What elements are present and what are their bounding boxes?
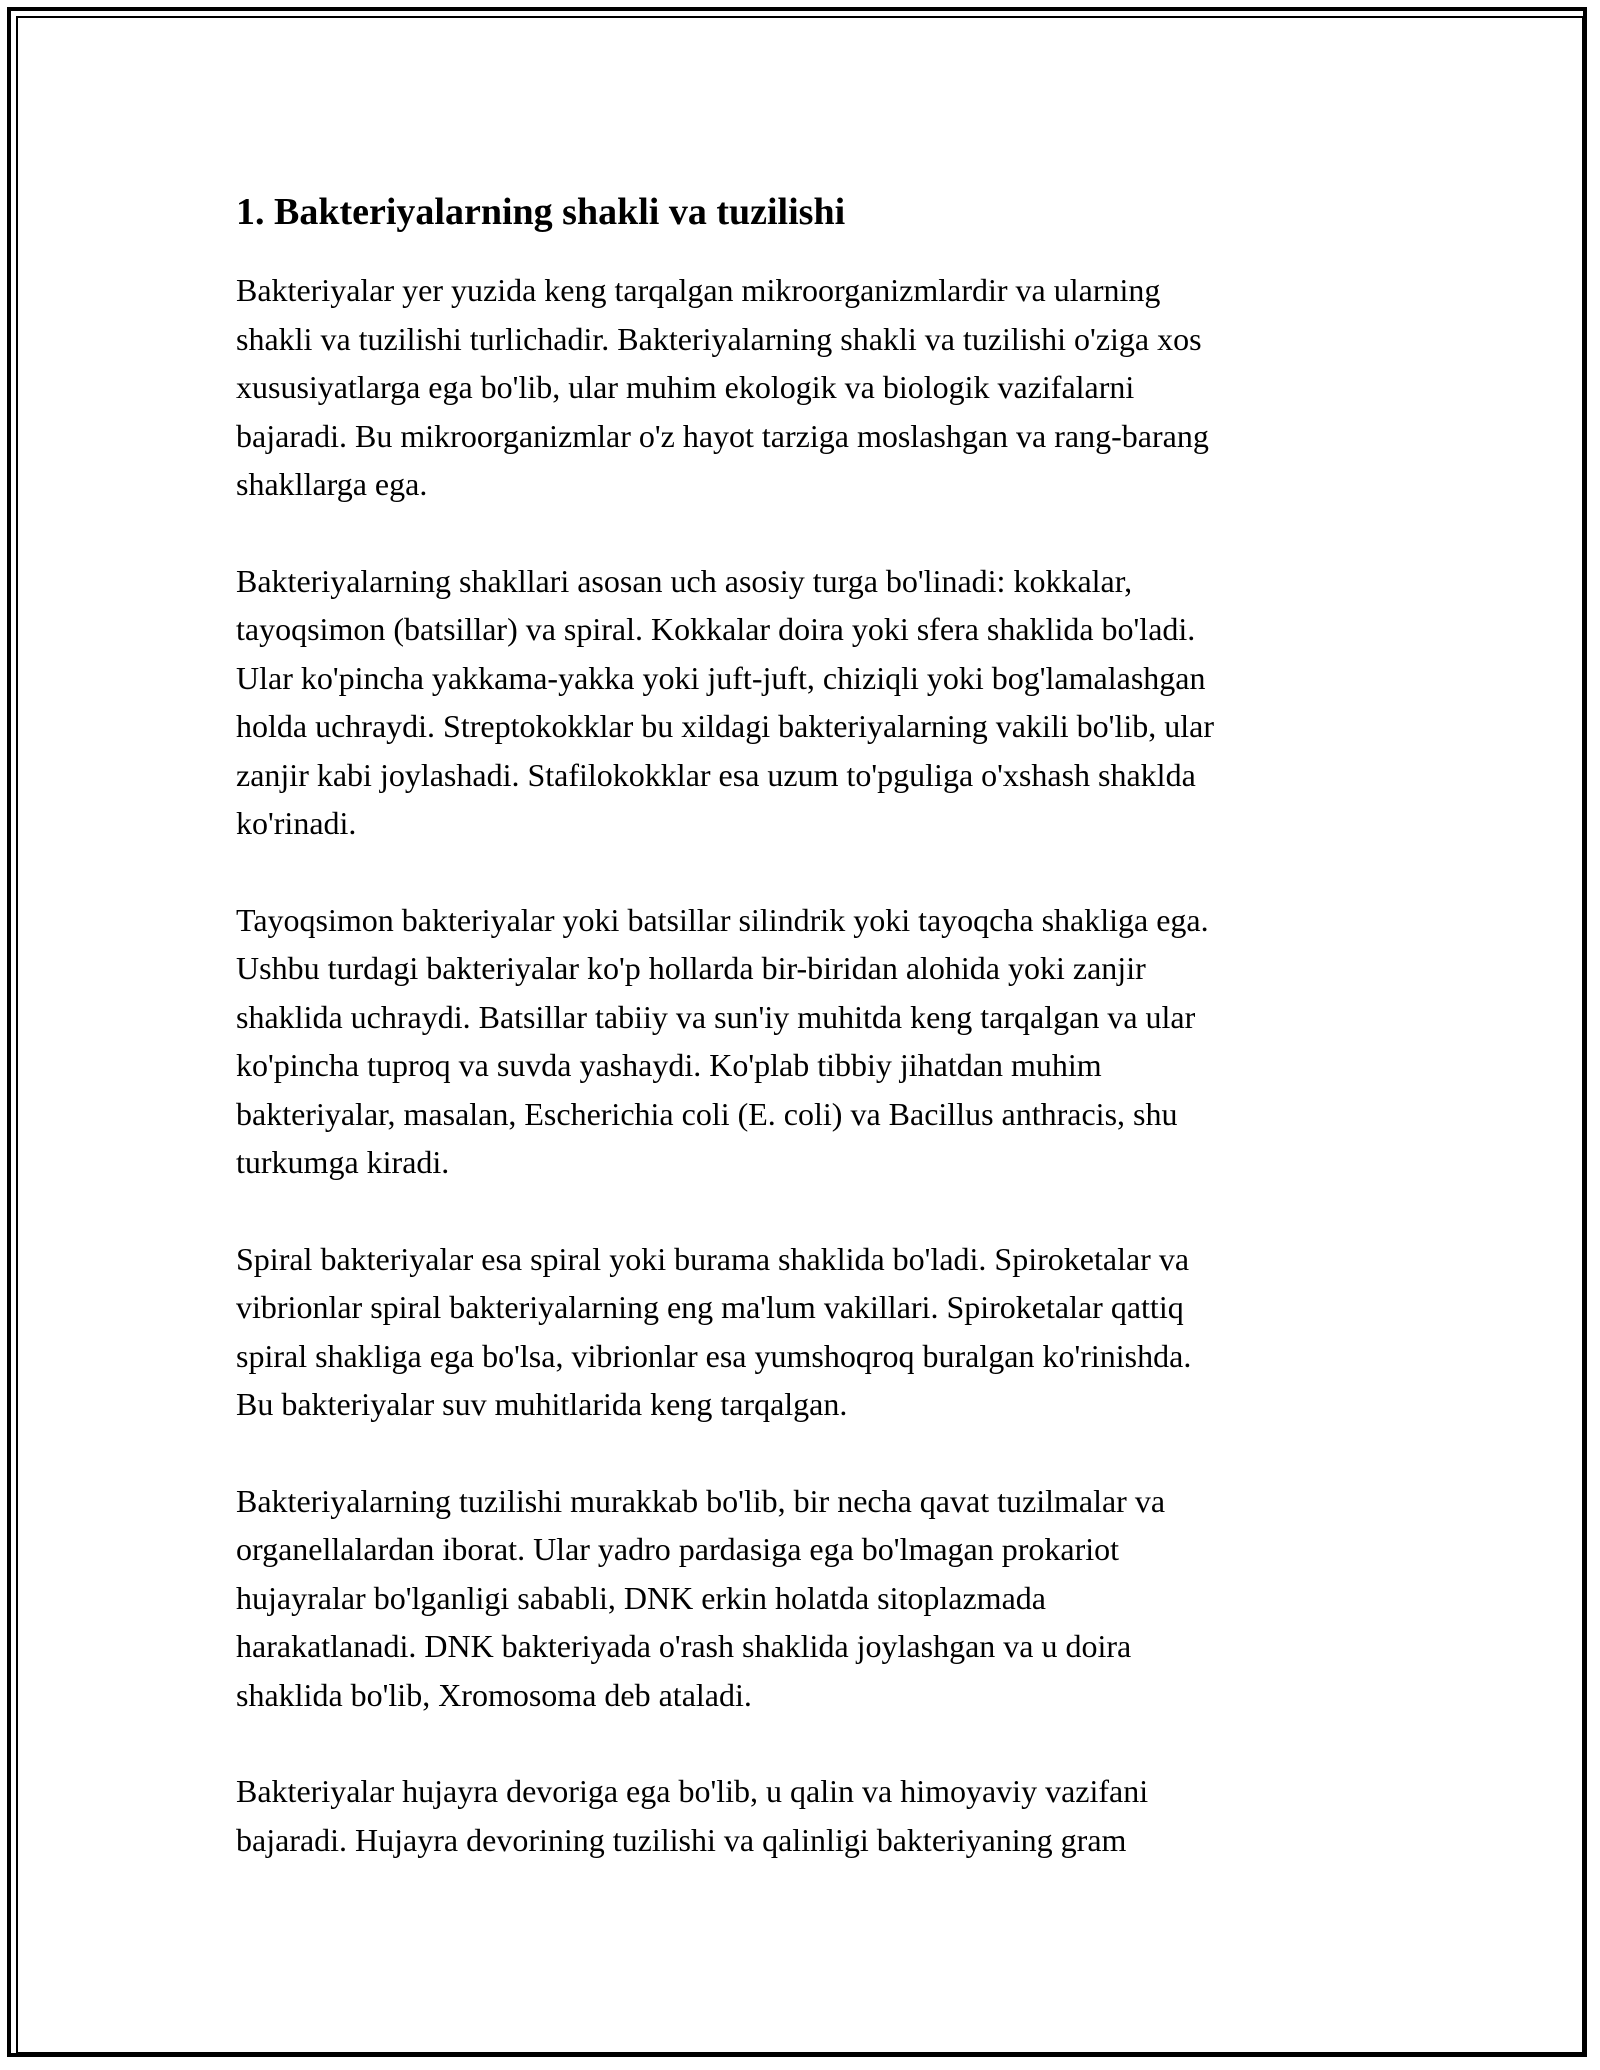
paragraph [236,1235,1366,1429]
text-line: zanjir kabi joylashadi. Stafilokokklar esa uzum to'pguliga o'xshash shaklda [236,756,1196,793]
paragraph [236,1767,1366,1864]
text-line: spiral shakliga ega bo'lsa, vibrionlar esa yumshoqroq buralgan ko'rinishda. [236,1337,1192,1374]
text-line: ko'pincha tuproq va suvda yashaydi. Ko'plab tibbiy jihatdan muhim [236,1047,1102,1083]
paragraph [236,1477,1366,1720]
text-line: vibrionlar spiral bakteriyalarning eng ma'lum vakillari. Spiroketalar qattiq [236,1289,1184,1325]
text-line: turkumga kiradi. [236,1144,450,1180]
text-line: xususiyatlarga ega bo'lib, ular muhim ekologik va biologik vazifalarni [236,369,1135,405]
text-line: holda uchraydi. Streptokokklar bu xildagi bakteriyalarning vakili bo'lib, ular [236,708,1214,744]
text-line: shaklida bo'lib, Xromosoma deb ataladi. [236,1676,752,1713]
section-heading: 1. Bakteriyalarning shakli va tuzilishi [236,191,846,233]
text-line: shakli va tuzilishi turlichadir. Bakteriyalarning shakli va tuzilishi o'ziga xos [236,320,1202,357]
text-line: Tayoqsimon bakteriyalar yoki batsillar silindrik yoki tayoqcha shakliga ega. [236,901,1209,938]
text-line: Ular ko'pincha yakkama-yakka yoki juft-juft, chiziqli yoki bog'lamalashgan [236,659,1206,696]
text-line: ko'rinadi. [236,805,357,841]
text-line: tayoqsimon (batsillar) va spiral. Kokkalar doira yoki sfera shaklida bo'ladi. [236,611,1196,647]
text-line: shakllarga ega. [236,466,428,502]
paragraph [236,266,1366,509]
text-line: Bakteriyalar yer yuzida keng tarqalgan mikroorganizmlardir va ularning [236,272,1161,308]
text-line: bakteriyalar, masalan, Escherichia coli (E. coli) va Bacillus anthracis, shu [236,1095,1178,1132]
text-line: Bakteriyalar hujayra devoriga ega bo'lib, u qalin va himoyaviy vazifani [236,1773,1149,1809]
text-line: bajaradi. Hujayra devorining tuzilishi va qalinligi bakteriyaning gram [236,1821,1127,1858]
document-body [236,186,1366,1912]
text-line: shaklida uchraydi. Batsillar tabiiy va sun'iy muhitda keng tarqalgan va ular [236,998,1196,1035]
text-line: Ushbu turdagi bakteriyalar ko'p hollarda bir-biridan alohida yoki zanjir [236,950,1146,986]
text-line: Spiral bakteriyalar esa spiral yoki burama shaklida bo'ladi. Spiroketalar va [236,1240,1190,1277]
text-line: Bakteriyalarning shakllari asosan uch asosiy turga bo'linadi: kokkalar, [236,562,1133,599]
paragraph-list [236,266,1366,1864]
text-line: organellalardan iborat. Ular yadro pardasiga ega bo'lmagan prokariot [236,1531,1120,1567]
text-line: Bu bakteriyalar suv muhitlarida keng tarqalgan. [236,1386,848,1422]
paragraph [236,896,1366,1187]
paragraph [236,557,1366,848]
text-line: harakatlanadi. DNK bakteriyada o'rash shaklida joylashgan va u doira [236,1628,1132,1664]
text-line: Bakteriyalarning tuzilishi murakkab bo'lib, bir necha qavat tuzilmalar va [236,1482,1166,1519]
text-line: hujayralar bo'lganligi sababli, DNK erkin holatda sitoplazmada [236,1579,1046,1616]
text-line: bajaradi. Bu mikroorganizmlar o'z hayot tarziga moslashgan va rang-barang [236,417,1209,454]
